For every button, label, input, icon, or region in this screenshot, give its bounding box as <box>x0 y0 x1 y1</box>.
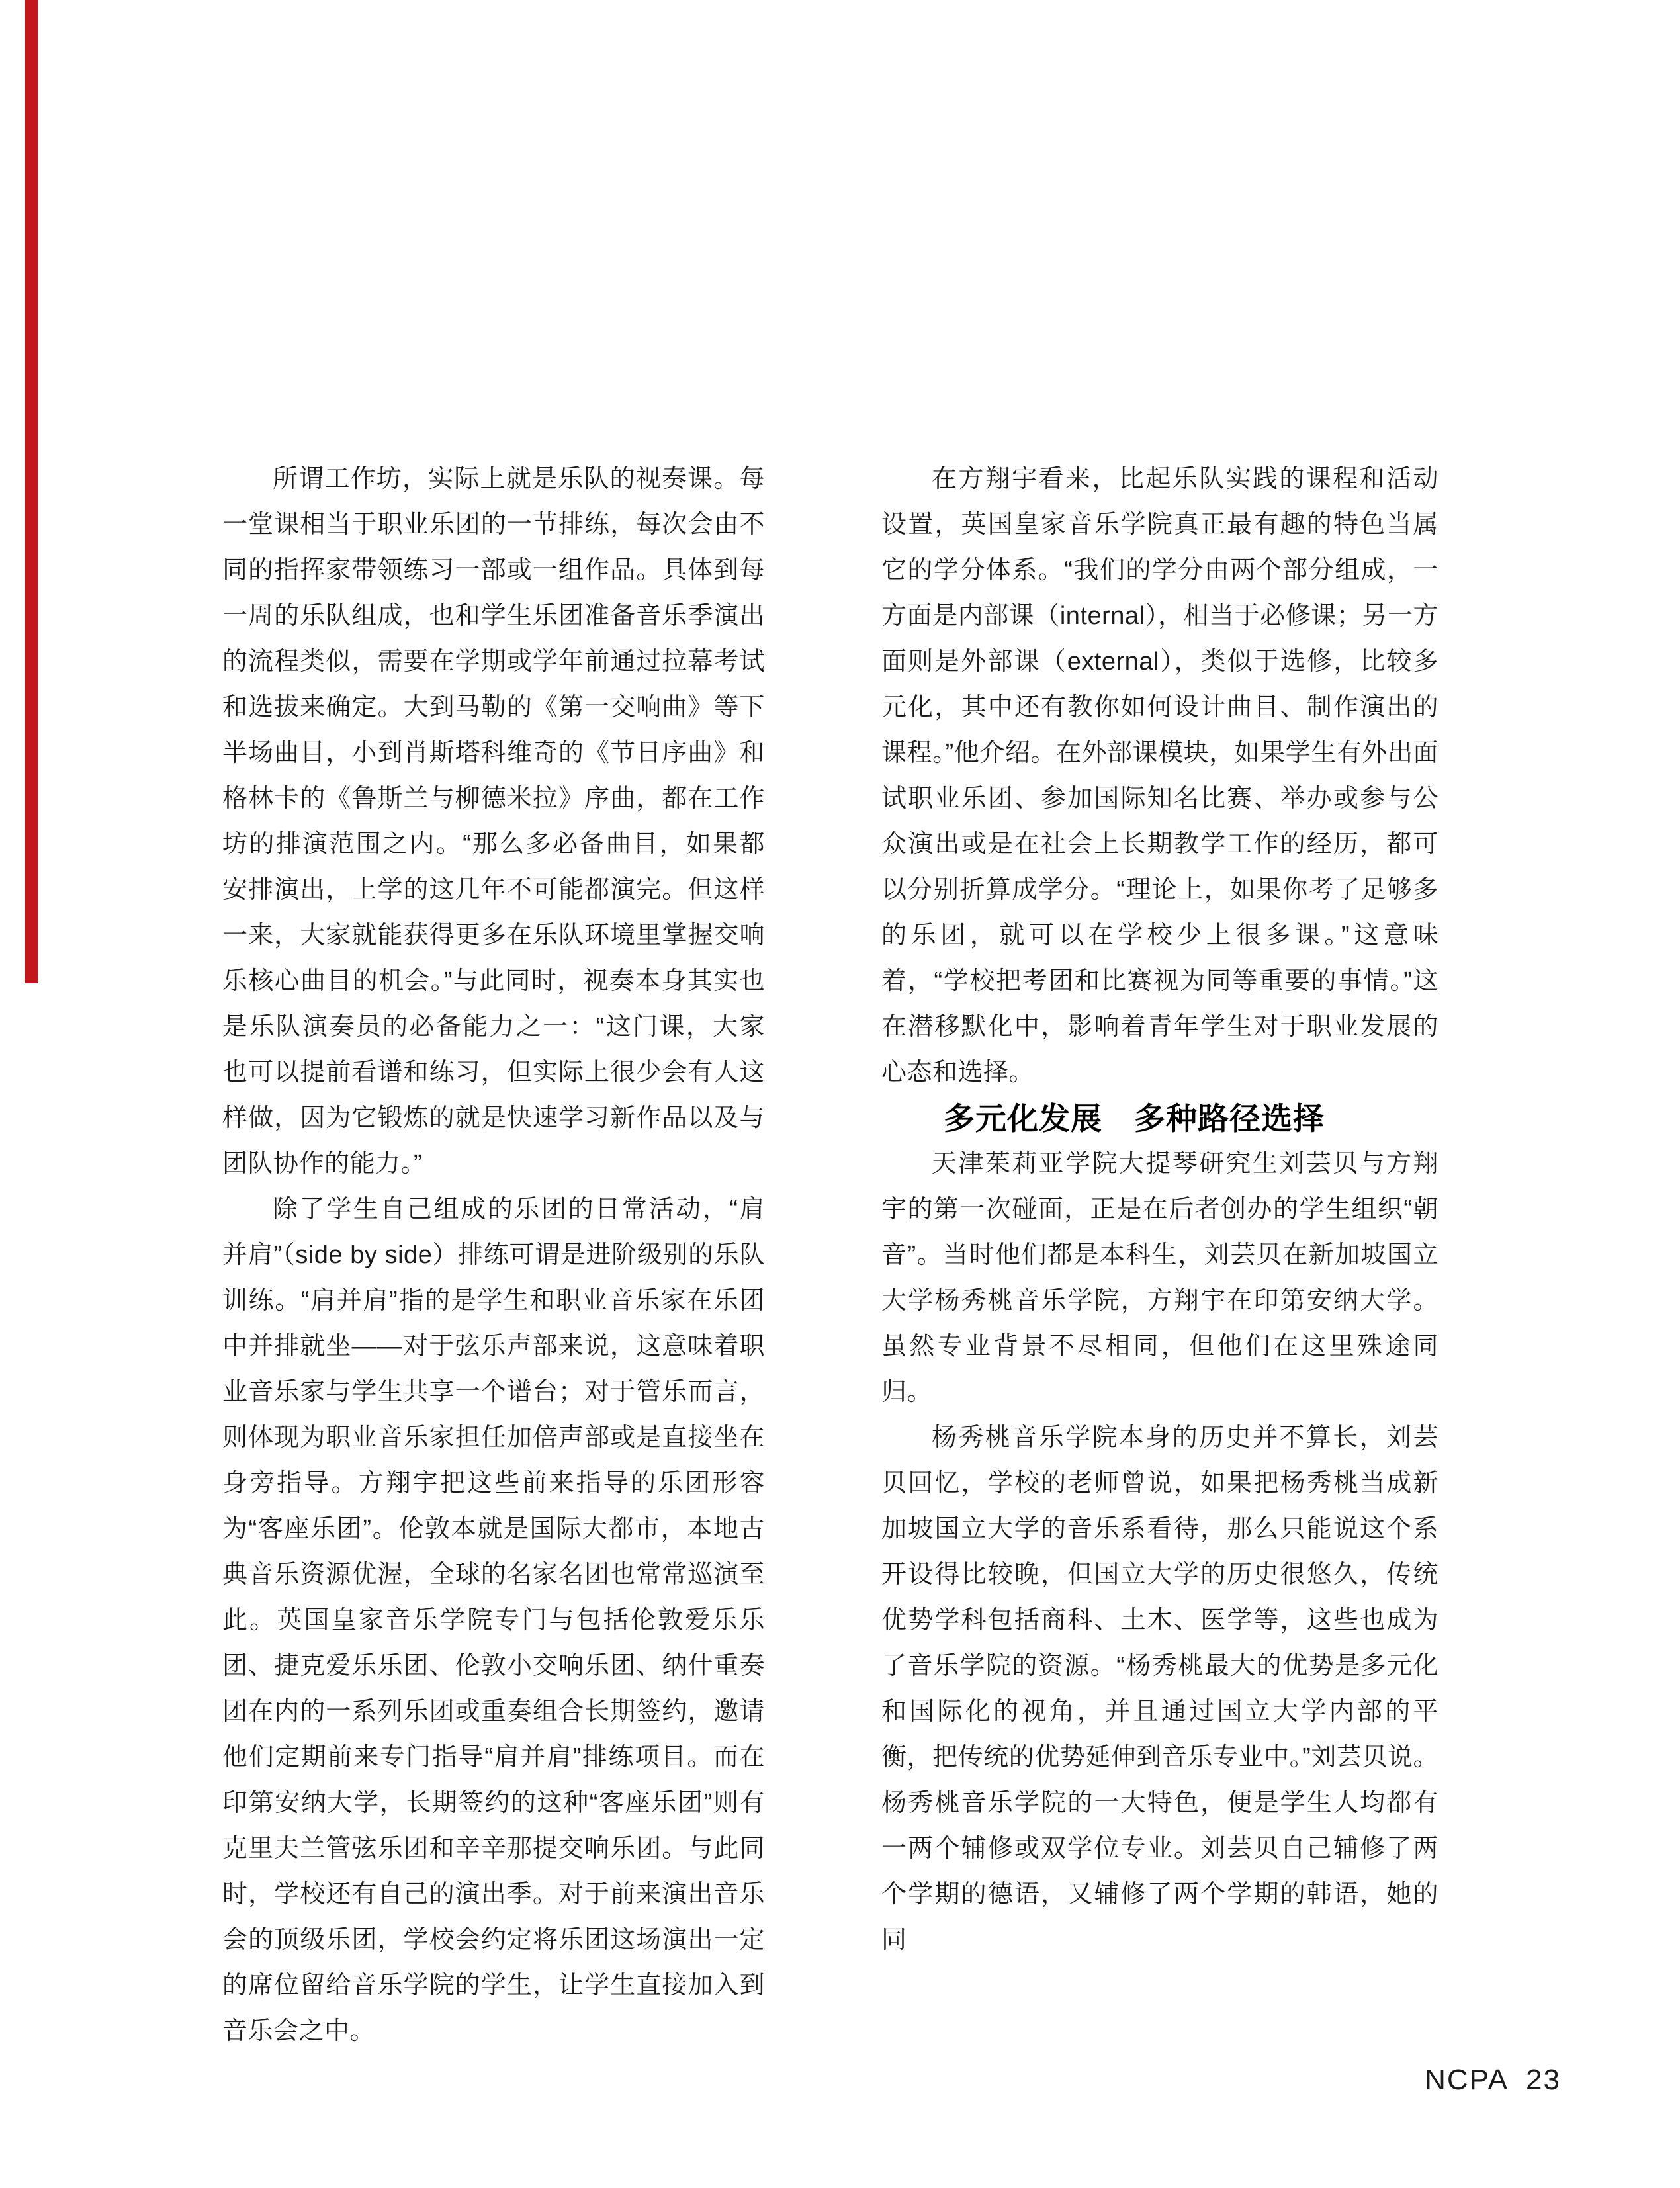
section-accent-bar <box>25 0 38 983</box>
page-footer <box>1425 2063 1561 2097</box>
page-number: 23 <box>1526 2064 1561 2096</box>
article-column-right <box>881 457 1438 1963</box>
paragraph: 所谓工作坊，实际上就是乐队的视奏课。每一堂课相当于职业乐团的一节排练，每次会由不同的指挥家带领练习一部或一组作品。具体到每一周的乐队组成，也和学生乐团准备音乐季演出的流程类似，需要在学期或学年前通过拉幕考试和选拔来确定。大到马勒的《第一交响曲》等下半场曲目，小到肖斯塔科维奇的《节日序曲》和格林卡的《鲁斯兰与柳德米拉》序曲，都在工作坊的排演范围之内。“那么多必备曲目，如果都安排演出，上学的这几年不可能都演完。但这样一来，大家就能获得更多在乐队环境里掌握交响乐核心曲目的机会。”与此同时，视奏本身其实也是乐队演奏员的必备能力之一：“这门课，大家也可以提前看谱和练习，但实际上很少会有人这样做，因为它锻炼的就是快速学习新作品以及与团队协作的能力。” <box>222 465 765 1178</box>
paragraph: 杨秀桃音乐学院本身的历史并不算长，刘芸贝回忆，学校的老师曾说，如果把杨秀桃当成新加坡国立大学的音乐系看待，那么只能说这个系开设得比较晚，但国立大学的历史很悠久，传统优势学科包括商科、土木、医学等，这些也成为了音乐学院的资源。“杨秀桃最大的优势是多元化和国际化的视角，并且通过国立大学内部的平衡，把传统的优势延伸到音乐专业中。”刘芸贝说。杨秀桃音乐学院的一大特色，便是学生人均都有一两个辅修或双学位专业。刘芸贝自己辅修了两个学期的德语，又辅修了两个学期的韩语，她的同 <box>881 1424 1438 1954</box>
journal-name: NCPA <box>1425 2064 1509 2096</box>
paragraph: 在方翔宇看来，比起乐队实践的课程和活动设置，英国皇家音乐学院真正最有趣的特色当属它的学分体系。“我们的学分由两个部分组成，一方面是内部课（internal），相当于必修课；另一方面则是外部课（external），类似于选修，比较多元化，其中还有教你如何设计曲目、制作演出的课程。”他介绍。在外部课模块，如果学生有外出面试职业乐团、参加国际知名比赛、举办或参与公众演出或是在社会上长期教学工作的经历，都可以分别折算成学分。“理论上，如果你考了足够多的乐团，就可以在学校少上很多课。”这意味着，“学校把考团和比赛视为同等重要的事情。”这在潜移默化中，影响着青年学生对于职业发展的心态和选择。 <box>881 465 1438 1086</box>
article-column-left <box>222 457 765 2054</box>
paragraph: 天津茱莉亚学院大提琴研究生刘芸贝与方翔宇的第一次碰面，正是在后者创办的学生组织“朝音”。当时他们都是本科生，刘芸贝在新加坡国立大学杨秀桃音乐学院，方翔宇在印第安纳大学。虽然专业背景不尽相同，但他们在这里殊途同归。 <box>881 1150 1438 1406</box>
section-heading: 多元化发展 多种路径选择 <box>944 1101 1325 1136</box>
paragraph: 除了学生自己组成的乐团的日常活动，“肩并肩”（side by side）排练可谓是进阶级别的乐队训练。“肩并肩”指的是学生和职业音乐家在乐团中并排就坐——对于弦乐声部来说，这意味着职业音乐家与学生共享一个谱台；对于管乐而言，则体现为职业音乐家担任加倍声部或是直接坐在身旁指导。方翔宇把这些前来指导的乐团形容为“客座乐团”。伦敦本就是国际大都市，本地古典音乐资源优渥，全球的名家名团也常常巡演至此。英国皇家音乐学院专门与包括伦敦爱乐乐团、捷克爱乐乐团、伦敦小交响乐团、纳什重奏团在内的一系列乐团或重奏组合长期签约，邀请他们定期前来专门指导“肩并肩”排练项目。而在印第安纳大学，长期签约的这种“客座乐团”则有克里夫兰管弦乐团和辛辛那提交响乐团。与此同时，学校还有自己的演出季。对于前来演出音乐会的顶级乐团，学校会约定将乐团这场演出一定的席位留给音乐学院的学生，让学生直接加入到音乐会之中。 <box>222 1196 765 2045</box>
